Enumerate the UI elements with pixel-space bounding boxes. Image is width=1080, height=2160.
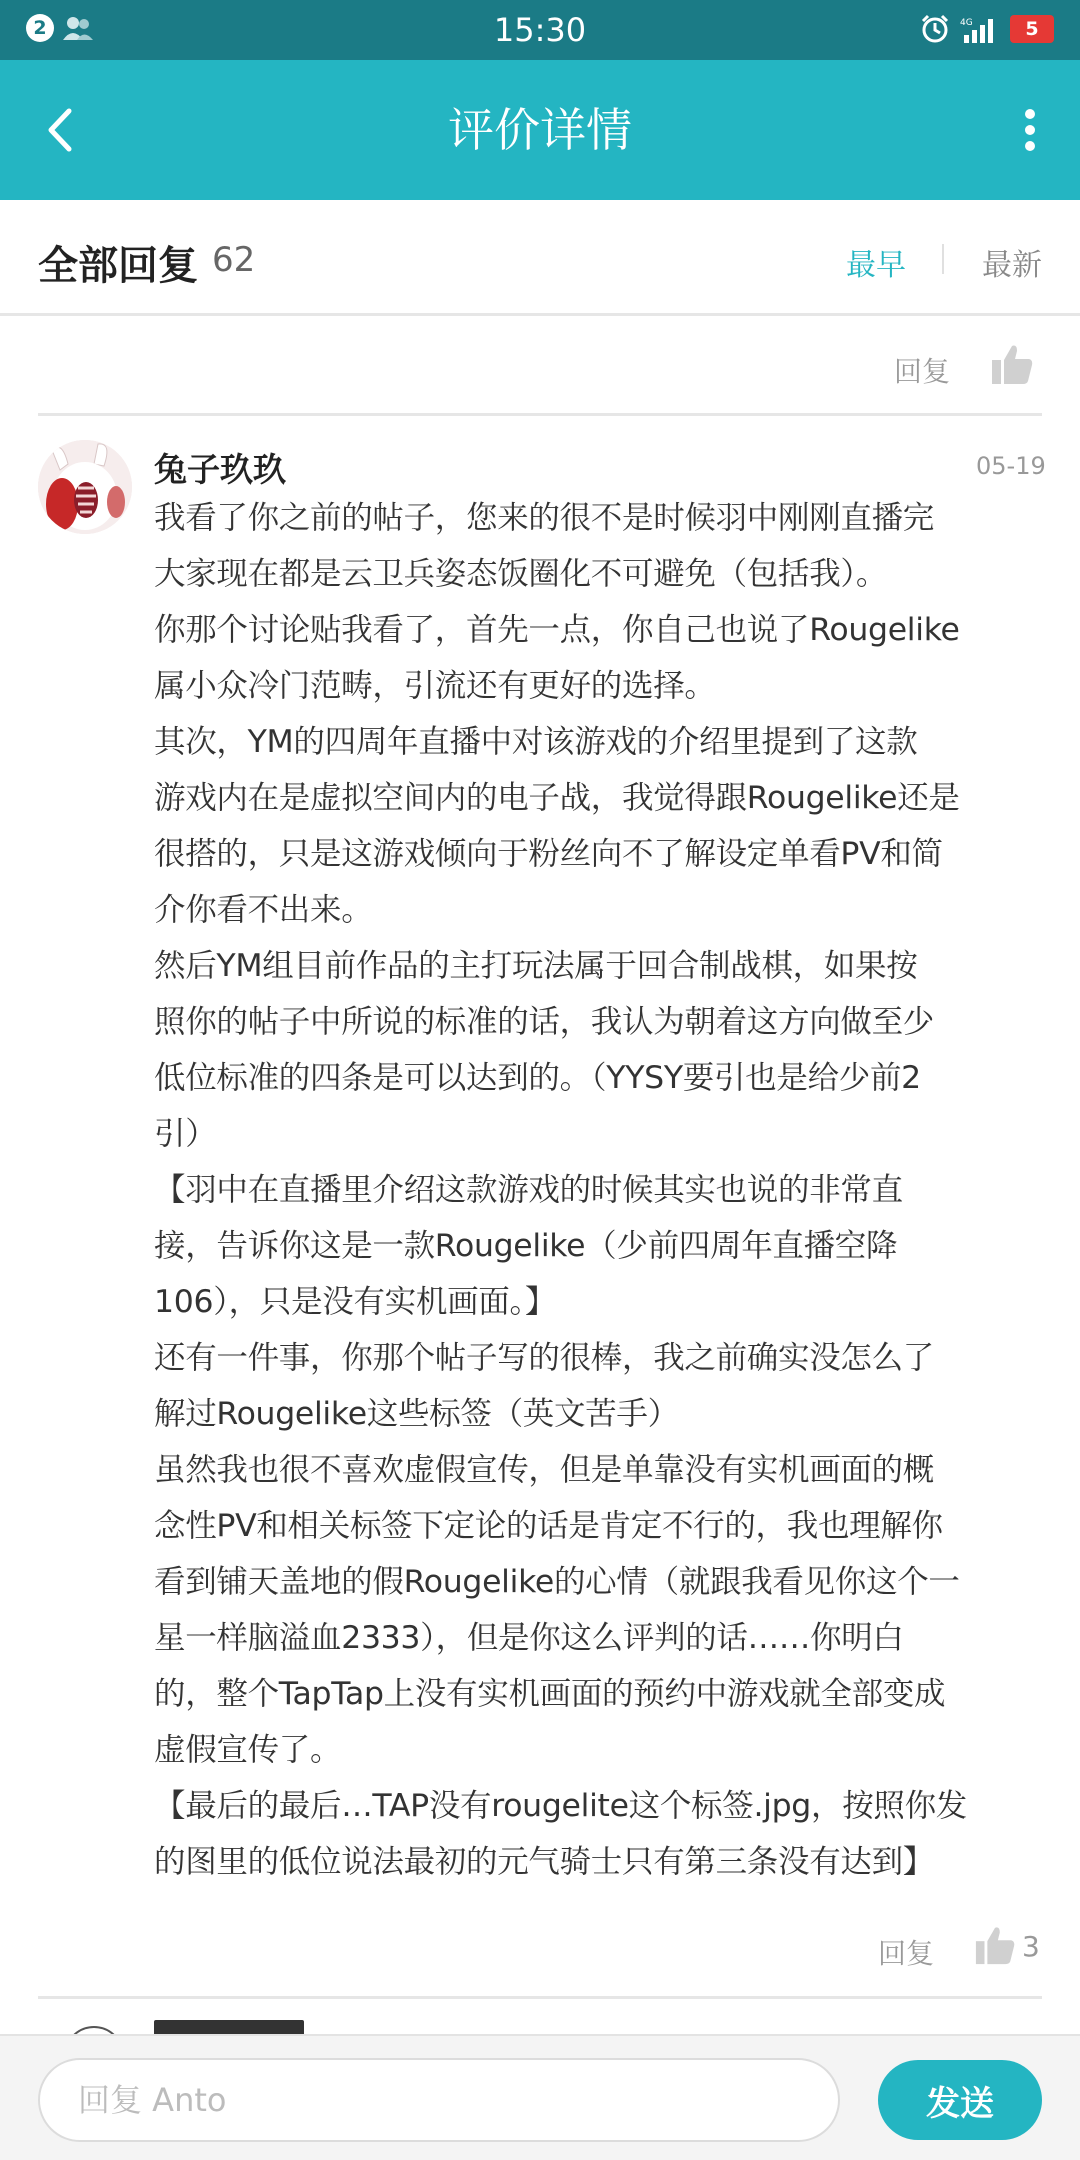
comment-username[interactable]: 兔子玖玖	[154, 450, 286, 489]
comment-line: 的图里的低位说法最初的元气骑士只有第三条没有达到】	[154, 1844, 935, 1880]
alarm-icon	[920, 14, 950, 44]
comment-line: 很搭的，只是这游戏倾向于粉丝向不了解设定单看PV和简	[154, 836, 943, 872]
comment-line: 星一样脑溢血2333），但是你这么评判的话……你明白	[154, 1620, 904, 1656]
send-button[interactable]: 发送	[878, 2060, 1042, 2140]
comment-line: 介你看不出来。	[154, 892, 373, 928]
thumbs-up-icon[interactable]	[974, 1924, 1016, 1966]
sort-earliest-tab[interactable]: 最早	[846, 248, 906, 283]
comment-line: 其次，YM的四周年直播中对该游戏的介绍里提到了这款	[154, 724, 918, 760]
sort-latest-tab[interactable]: 最新	[982, 248, 1042, 283]
status-right	[920, 14, 1054, 44]
battery-indicator: 5	[1010, 15, 1054, 43]
notification-count-badge: 2	[26, 14, 54, 42]
more-vertical-icon	[1024, 108, 1036, 152]
comment-line: 念性PV和相关标签下定论的话是肯定不行的，我也理解你	[154, 1508, 943, 1544]
comment-line: 你那个讨论贴我看了，首先一点，你自己也说了Rougelike	[154, 612, 960, 648]
comment-line: 低位标准的四条是可以达到的。（YYSY要引也是给少前2	[154, 1060, 921, 1096]
comment-divider	[38, 1996, 1042, 1999]
comment-reply-button[interactable]: 回复	[878, 1937, 935, 1970]
comment-line: 【羽中在直播里介绍这款游戏的时候其实也说的非常直	[154, 1172, 903, 1208]
comment-line: 虽然我也很不喜欢虚假宣传，但是单靠没有实机画面的概	[154, 1452, 935, 1488]
thumbs-up-icon[interactable]	[990, 342, 1034, 386]
comment-line: 属小众冷门范畴，引流还有更好的选择。	[154, 668, 716, 704]
comment-line: 引）	[154, 1116, 217, 1152]
comment-line: 然后YM组目前作品的主打玩法属于回合制战棋，如果按	[154, 948, 918, 984]
comment-line: 虚假宣传了。	[154, 1732, 342, 1768]
comment-line: 的，整个TapTap上没有实机画面的预约中游戏就全部变成	[154, 1676, 946, 1712]
comment-line: 看到铺天盖地的假Rougelike的心情（就跟我看见你这个一	[154, 1564, 960, 1600]
page-title: 评价详情	[448, 103, 632, 157]
previous-item-actions	[38, 316, 1042, 416]
app-header	[0, 60, 1080, 200]
user-avatar-image	[38, 440, 132, 534]
previous-reply-button[interactable]: 回复	[894, 355, 951, 388]
reply-input[interactable]	[38, 2058, 840, 2142]
comment-line: 还有一件事，你那个帖子写的很棒，我之前确实没怎么了	[154, 1340, 935, 1376]
sort-divider	[942, 244, 944, 274]
avatar[interactable]	[38, 440, 132, 534]
comment-line: 我看了你之前的帖子，您来的很不是时候羽中刚刚直播完	[154, 500, 935, 536]
comment-line: 游戏内在是虚拟空间内的电子战，我觉得跟Rougelike还是	[154, 780, 960, 816]
more-menu-button[interactable]	[1010, 100, 1050, 160]
comment-line: 106），只是没有实机画面。】	[154, 1284, 557, 1320]
status-bar	[0, 0, 1080, 60]
replies-title: 全部回复	[38, 243, 198, 289]
reply-bar	[0, 2034, 1080, 2160]
comment-line: 解过Rougelike这些标签（英文苦手）	[154, 1396, 679, 1432]
like-count: 3	[1022, 1930, 1040, 1963]
comment-line: 照你的帖子中所说的标准的话，我认为朝着这方向做至少	[154, 1004, 935, 1040]
replies-header	[0, 200, 1080, 316]
replies-count: 62	[212, 240, 256, 280]
signal-icon	[960, 15, 1000, 43]
network-type: 4G	[960, 18, 973, 28]
comment-line: 大家现在都是云卫兵姿态饭圈化不可避免（包括我）。	[154, 556, 888, 592]
comment-line: 【最后的最后…TAP没有rougelite这个标签.jpg，按照你发	[154, 1788, 968, 1824]
comment-body	[154, 490, 1044, 1890]
status-time: 15:30	[493, 11, 587, 49]
comment-line: 接，告诉你这是一款Rougelike（少前四周年直播空降	[154, 1228, 898, 1264]
comment-date: 05-19	[976, 452, 1046, 480]
